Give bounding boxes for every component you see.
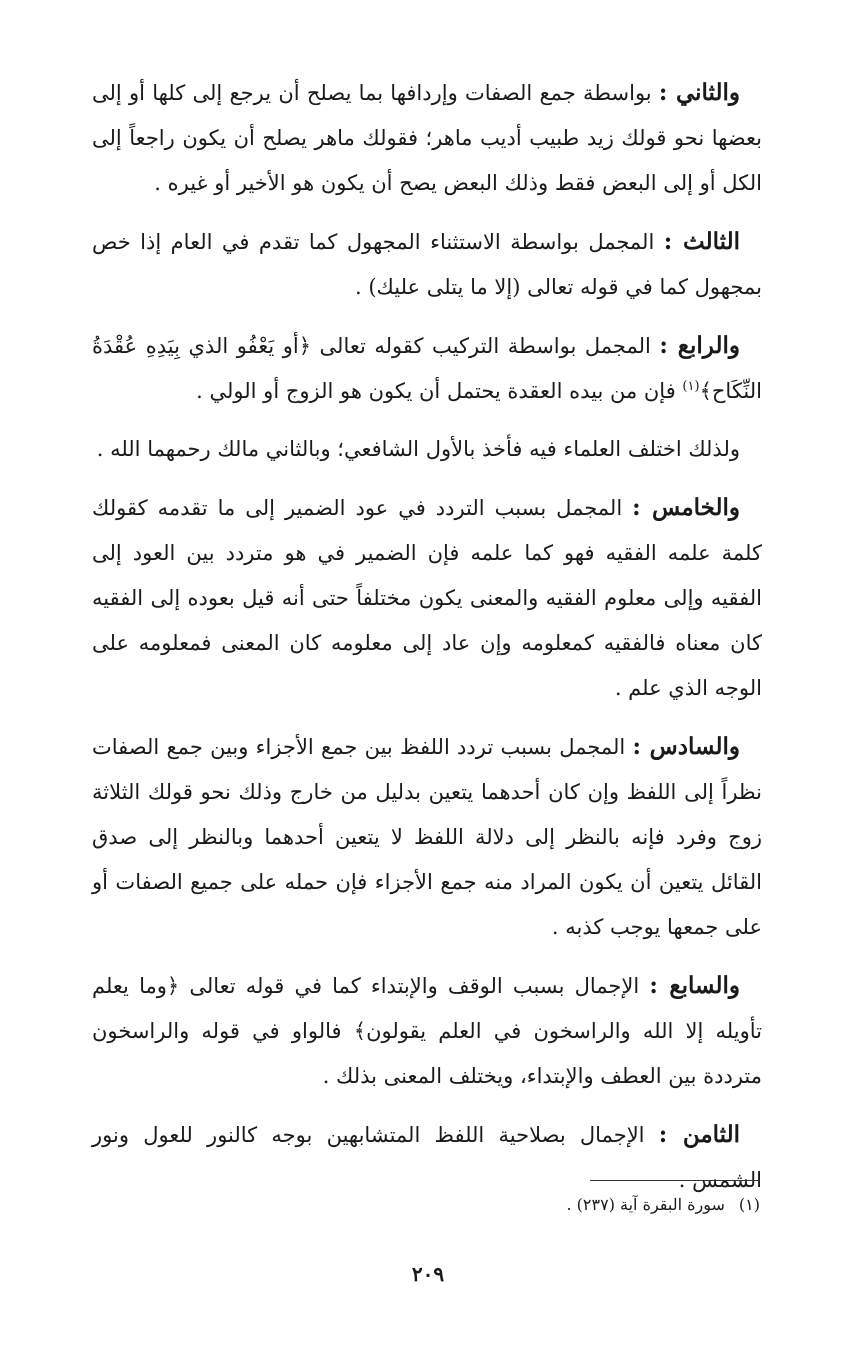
paragraph-second xyxy=(92,70,762,206)
paragraph-text: الإجمال بصلاحية اللفظ المتشابهين بوجه كالنور للعول ونور الشمس . xyxy=(92,1123,762,1192)
paragraph-lead: الثالث : xyxy=(663,228,740,255)
paragraph-text: المجمل بسبب التردد في عود الضمير إلى ما تقدمه كقولك كلمة علمه الفقيه فهو كما علمه فإن الضمير في هو متردد بين العود إلى الفقيه وإلى معلوم الفقيه والمعنى يكون مختلفاً حتى أنه قيل بعوده إلى الفقيه كان معناه فالفقيه كمعلومه وإن عاد إلى معلومه كان المعنى فمعلومه على الوجه الذي علم . xyxy=(92,496,762,700)
footnote-divider xyxy=(590,1180,760,1181)
paragraph-lead: والخامس : xyxy=(632,494,741,521)
footnote-text: سورة البقرة آية (٢٣٧) . xyxy=(566,1195,725,1214)
footnote-number: (١) xyxy=(738,1195,760,1214)
paragraph-lead: والسادس : xyxy=(632,733,740,760)
paragraph-eighth xyxy=(92,1112,762,1203)
paragraph-lead: والثاني : xyxy=(658,79,740,106)
paragraph-third xyxy=(92,219,762,310)
footnote xyxy=(360,1195,760,1214)
paragraph-sixth xyxy=(92,724,762,950)
paragraph-text: المجمل بسبب تردد اللفظ بين جمع الأجزاء وبين جمع الصفات نظراً إلى اللفظ وإن كان أحدهما يتعين بدليل من خارج وذلك نحو قولك الثلاثة زوج وفرد فإنه بالنظر إلى دلالة اللفظ لا يتعين أحدهما وبالنظر إلى صدق القائل يتعين أن يكون المراد منه جمع الأجزاء فإن حمله على جميع الصفات أو على جمعها يوجب كذبه . xyxy=(92,735,762,939)
paragraph-lead: والسابع : xyxy=(649,972,740,999)
paragraph-seventh xyxy=(92,963,762,1099)
paragraph-scholars xyxy=(92,427,762,472)
paragraph-text: الإجمال بسبب الوقف والإبتداء كما في قوله تعالى ﴿وما يعلم تأويله إلا الله والراسخون في العلم يقولون﴾ فالواو في قوله والراسخون مترددة بين العطف والإبتداء، ويختلف المعنى بذلك . xyxy=(92,974,762,1088)
paragraph-text-continued: فإن من بيده العقدة يحتمل أن يكون هو الزوج أو الولي . xyxy=(196,379,683,403)
paragraph-text: المجمل بواسطة التركيب كقوله تعالى ﴿أو يَعْفُو الذي بِيَدِهِ عُقْدَةُ النِّكَاح﴾ xyxy=(92,334,762,403)
footnote-reference[interactable]: (١) xyxy=(682,379,700,394)
paragraph-text: بواسطة جمع الصفات وإردافها بما يصلح أن يرجع إلى كلها أو إلى بعضها نحو قولك زيد طبيب أديب ماهر؛ فقولك ماهر يصلح أن يكون راجعاً إلى الكل أو إلى البعض فقط وذلك البعض يصح أن يكون هو الأخير أو غيره . xyxy=(92,81,762,195)
paragraph-text: ولذلك اختلف العلماء فيه فأخذ بالأول الشافعي؛ وبالثاني مالك رحمهما الله . xyxy=(96,437,740,461)
paragraph-fifth xyxy=(92,485,762,711)
paragraph-lead: الثامن : xyxy=(658,1121,740,1148)
page-body xyxy=(92,70,762,1216)
paragraph-text: المجمل بواسطة الاستثناء المجهول كما تقدم في العام إذا خص بمجهول كما في قوله تعالى (إلا ما يتلى عليك) . xyxy=(92,230,762,299)
paragraph-lead: والرابع : xyxy=(659,332,741,359)
page-number: ٢٠٩ xyxy=(411,1262,445,1286)
paragraph-fourth xyxy=(92,323,762,414)
